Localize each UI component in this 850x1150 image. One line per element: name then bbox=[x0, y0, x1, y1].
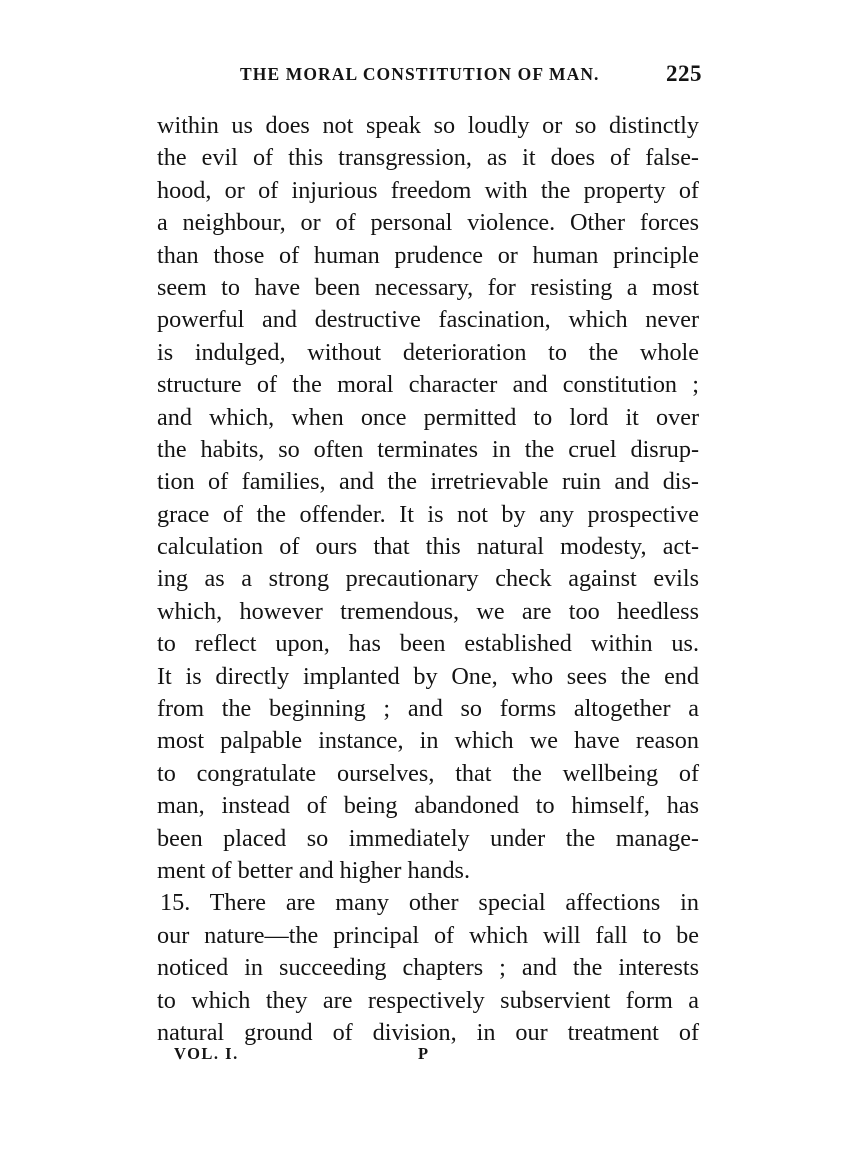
text-line: calculation of ours that this natural modesty, act- bbox=[157, 533, 699, 561]
text-line: been placed so immediately under the manage- bbox=[157, 824, 699, 852]
text-line: natural ground of division, in our treatment of bbox=[157, 1018, 699, 1046]
text-line: man, instead of being abandoned to himself, has bbox=[157, 792, 699, 820]
text-line: to congratulate ourselves, that the wellbeing of bbox=[157, 759, 699, 787]
section-15-first-line: 15. There are many other special affections in bbox=[160, 889, 699, 917]
text-line: noticed in succeeding chapters ; and the interests bbox=[157, 954, 699, 982]
text-line: tion of families, and the irretrievable ruin and dis- bbox=[157, 468, 699, 496]
text-line: seem to have been necessary, for resisting a most bbox=[157, 273, 699, 301]
signature-line bbox=[174, 1044, 474, 1068]
text-line: It is directly implanted by One, who sees the end bbox=[157, 662, 699, 690]
text-line: to reflect upon, has been established within us. bbox=[157, 630, 699, 658]
text-line: to which they are respectively subservient form a bbox=[157, 986, 699, 1014]
signature-mark: P bbox=[418, 1044, 429, 1063]
text-line: ing as a strong precautionary check against evils bbox=[157, 565, 699, 593]
text-line: than those of human prudence or human principle bbox=[157, 241, 699, 269]
running-head bbox=[240, 61, 702, 94]
volume-mark: VOL. I. bbox=[174, 1044, 239, 1063]
paragraph-end-line: ment of better and higher hands. bbox=[157, 856, 470, 884]
text-line: most palpable instance, in which we have reason bbox=[157, 727, 699, 755]
text-line: structure of the moral character and constitution ; bbox=[157, 371, 699, 399]
body-text bbox=[157, 110, 699, 1049]
running-title: THE MORAL CONSTITUTION OF MAN. bbox=[240, 64, 600, 84]
text-line: within us does not speak so loudly or so distinctly bbox=[157, 112, 699, 139]
text-line: the evil of this transgression, as it does of false- bbox=[157, 144, 699, 172]
text-line: and which, when once permitted to lord it over bbox=[157, 403, 699, 431]
text-line: which, however tremendous, we are too heedless bbox=[157, 597, 699, 625]
text-line: grace of the offender. It is not by any prospective bbox=[157, 500, 699, 528]
page-number: 225 bbox=[666, 61, 702, 86]
text-line: powerful and destructive fascination, which never bbox=[157, 306, 699, 334]
text-line: from the beginning ; and so forms altogether a bbox=[157, 695, 699, 723]
text-line: is indulged, without deterioration to the whole bbox=[157, 338, 699, 366]
text-line: hood, or of injurious freedom with the property of bbox=[157, 176, 699, 204]
text-line: the habits, so often terminates in the cruel disrup- bbox=[157, 435, 699, 463]
text-line: a neighbour, or of personal violence. Other forces bbox=[157, 209, 699, 237]
text-line: our nature—the principal of which will fall to be bbox=[157, 921, 699, 949]
